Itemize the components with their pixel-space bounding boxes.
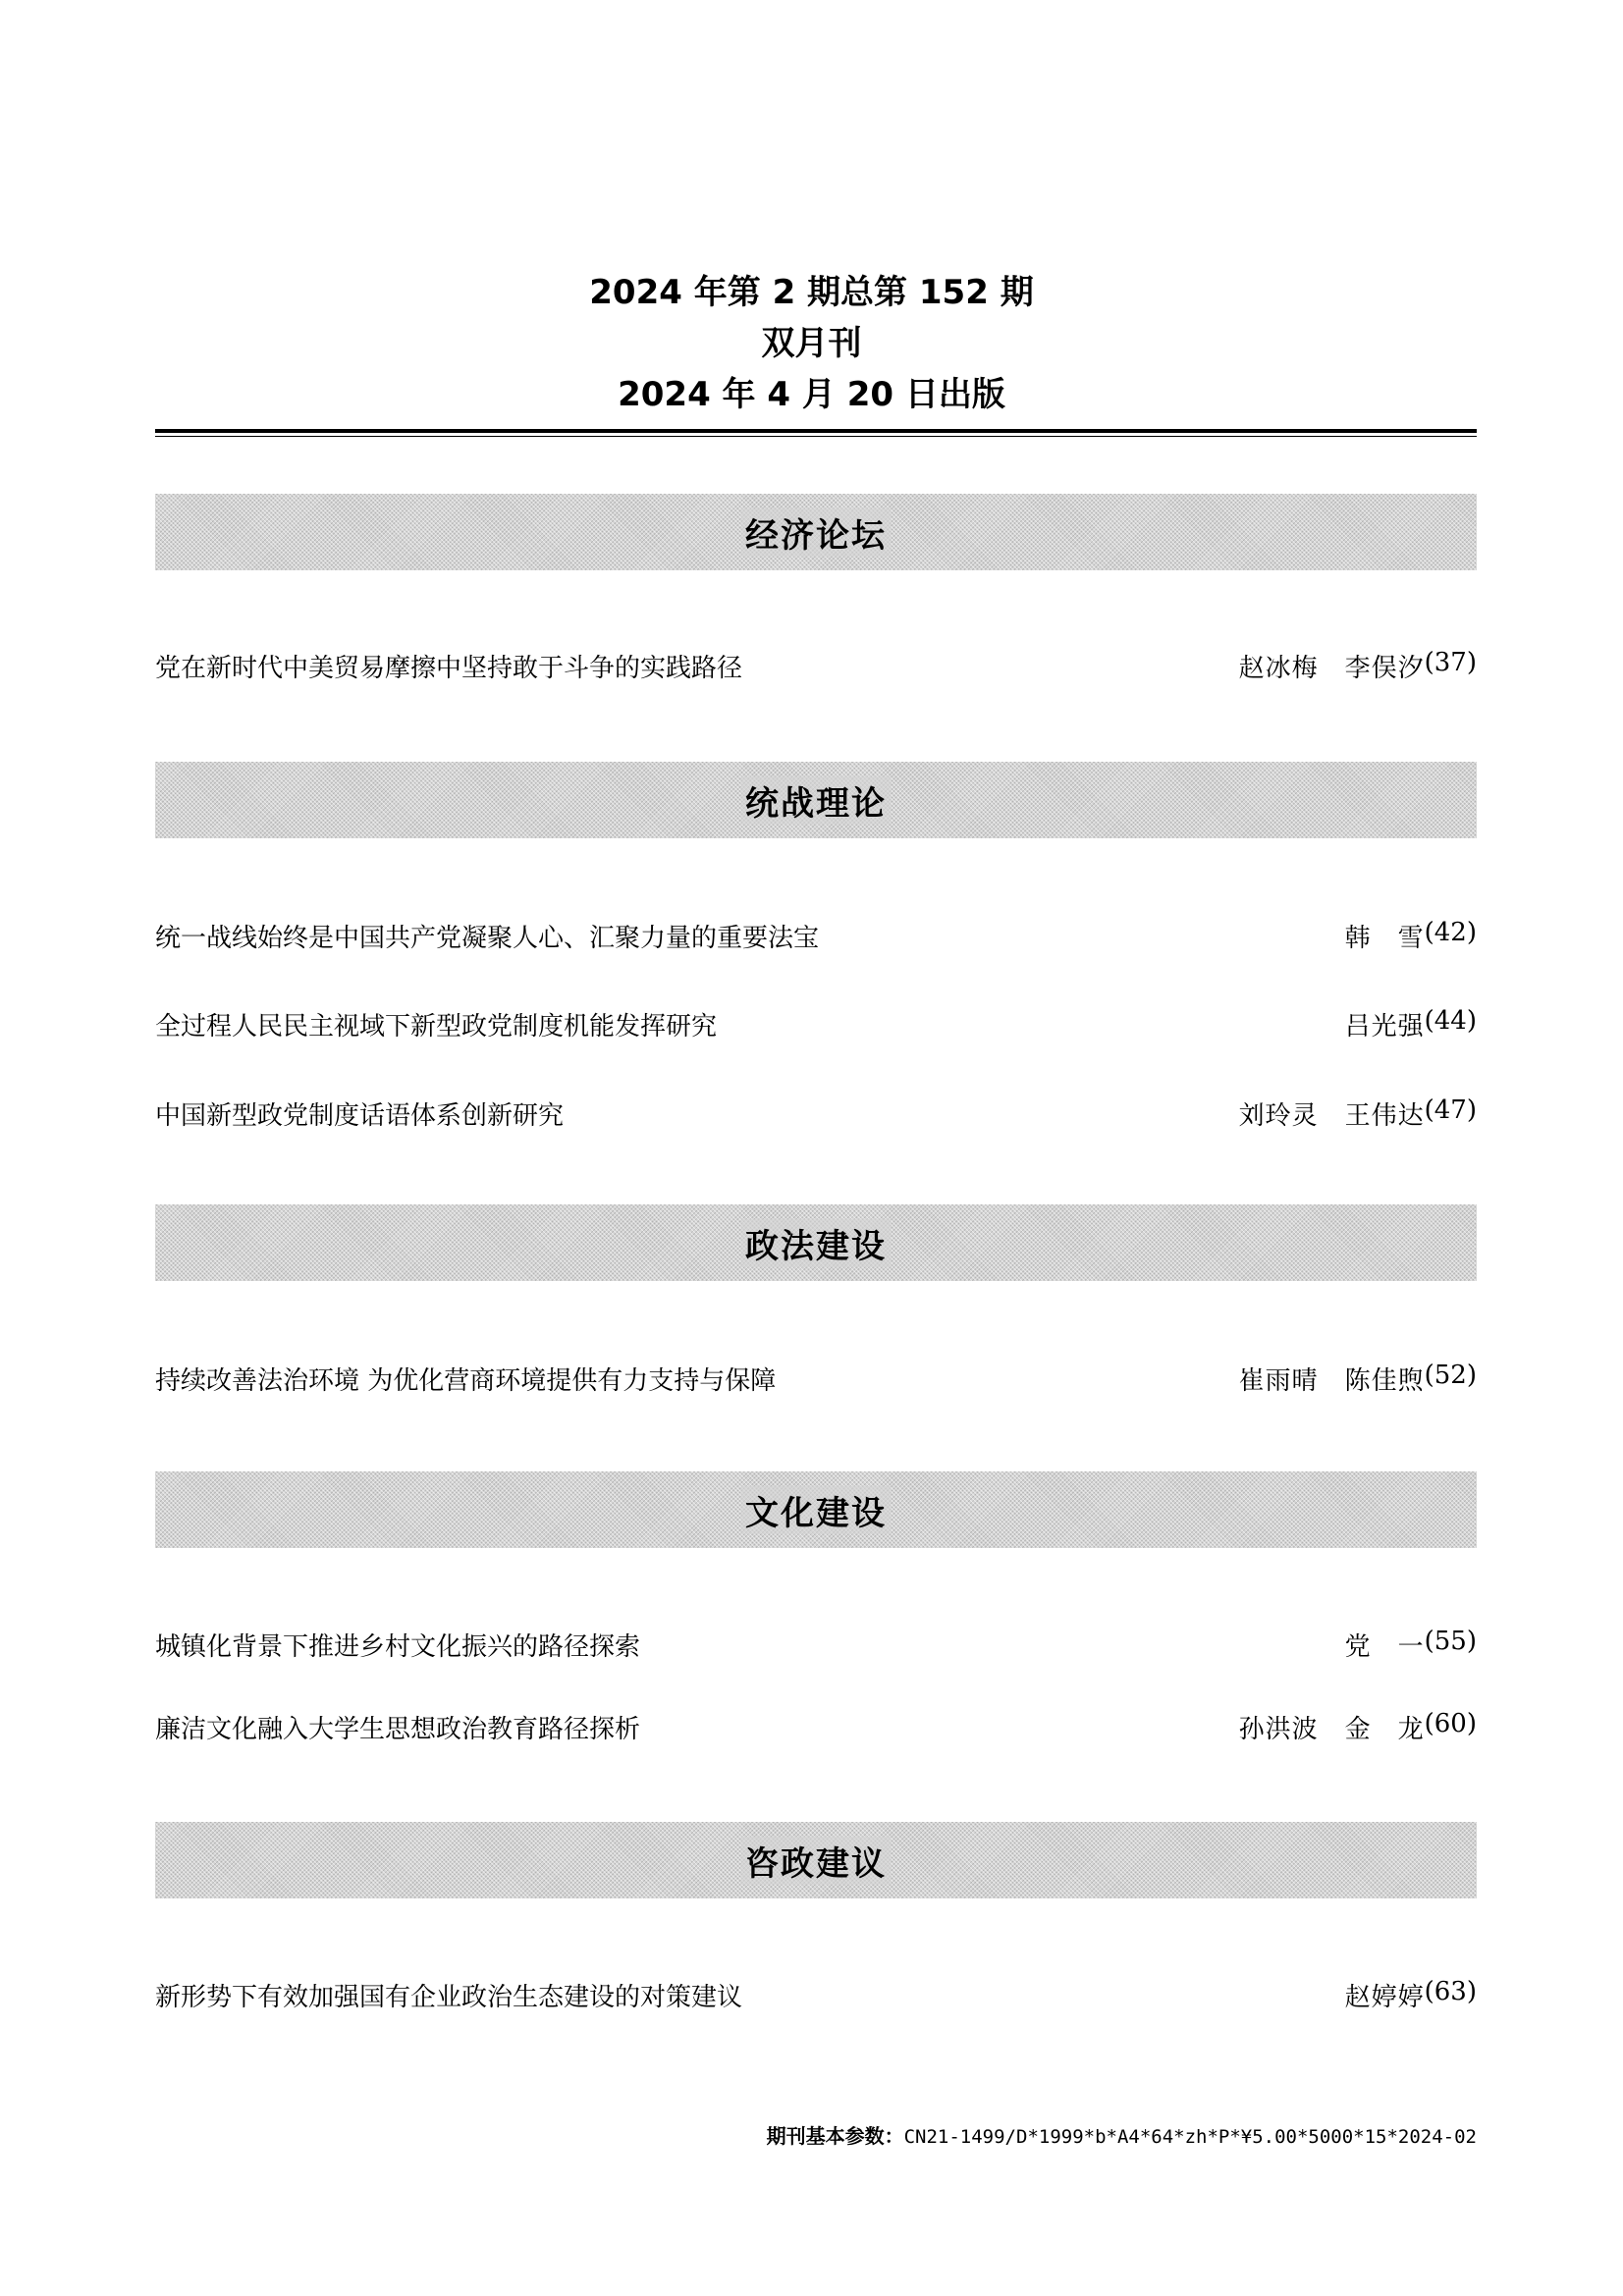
article-authors: 赵婷婷 <box>1344 1982 1425 2012</box>
toc-entry[interactable] <box>155 1359 1477 1398</box>
section-title: 经济论坛 <box>741 508 891 557</box>
article-title: 城镇化背景下推进乡村文化振兴的路径探索 <box>155 1631 641 1662</box>
section-header-culture <box>155 1471 1477 1548</box>
toc-entry[interactable] <box>155 1975 1477 2014</box>
section-header-law <box>155 1204 1477 1281</box>
article-page: (55) <box>1424 1626 1477 1656</box>
article-authors: 韩 雪 <box>1344 923 1425 953</box>
section-title: 咨政建议 <box>741 1837 891 1885</box>
toc-entry[interactable] <box>155 916 1477 955</box>
journal-parameters <box>767 2120 1477 2149</box>
toc-entry[interactable] <box>155 1094 1477 1133</box>
article-page: (52) <box>1424 1360 1477 1390</box>
article-page: (42) <box>1424 917 1477 947</box>
toc-entry[interactable] <box>155 1004 1477 1043</box>
article-title: 党在新时代中美贸易摩擦中坚持敢于斗争的实践路径 <box>155 653 743 683</box>
section-title: 政法建设 <box>741 1219 891 1267</box>
journal-parameters-label: 期刊基本参数： <box>766 2124 904 2148</box>
article-page: (44) <box>1424 1005 1477 1036</box>
article-page: (47) <box>1424 1095 1477 1125</box>
section-header-united-front <box>155 762 1477 838</box>
frequency: 双月刊 <box>761 324 862 363</box>
article-authors: 崔雨晴 陈佳煦 <box>1238 1365 1425 1396</box>
article-page: (60) <box>1424 1708 1477 1738</box>
header-rule-thick <box>155 429 1477 433</box>
toc-entry[interactable] <box>155 1625 1477 1664</box>
article-page: (37) <box>1424 647 1477 677</box>
publish-date: 2024 年 4 月 20 日出版 <box>618 375 1005 414</box>
section-title: 统战理论 <box>741 776 891 825</box>
article-page: (63) <box>1424 1976 1477 2006</box>
article-title: 新形势下有效加强国有企业政治生态建设的对策建议 <box>155 1982 743 2012</box>
article-title: 统一战线始终是中国共产党凝聚人心、汇聚力量的重要法宝 <box>155 923 820 953</box>
article-authors: 孙洪波 金 龙 <box>1238 1714 1425 1744</box>
section-header-economy <box>155 494 1477 570</box>
article-authors: 党 一 <box>1344 1631 1425 1662</box>
toc-entry[interactable] <box>155 646 1477 685</box>
journal-parameters-value: CN21-1499/D*1999*b*A4*64*zh*P*¥5.00*5000*15*2024-02 <box>903 2126 1477 2148</box>
article-title: 全过程人民民主视域下新型政党制度机能发挥研究 <box>155 1011 718 1041</box>
header-rule-thin <box>155 436 1477 437</box>
article-authors: 吕光强 <box>1344 1011 1425 1041</box>
article-title: 中国新型政党制度话语体系创新研究 <box>155 1100 565 1131</box>
toc-entry[interactable] <box>155 1707 1477 1746</box>
article-authors: 赵冰梅 李俣汐 <box>1238 653 1425 683</box>
article-title: 持续改善法治环境 为优化营商环境提供有力支持与保障 <box>155 1365 777 1396</box>
article-title: 廉洁文化融入大学生思想政治教育路径探析 <box>155 1714 641 1744</box>
section-title: 文化建设 <box>741 1486 891 1534</box>
section-header-advisory <box>155 1822 1477 1898</box>
issue-line: 2024 年第 2 期总第 152 期 <box>589 273 1034 312</box>
masthead <box>0 267 1623 420</box>
article-authors: 刘玲灵 王伟达 <box>1238 1100 1425 1131</box>
